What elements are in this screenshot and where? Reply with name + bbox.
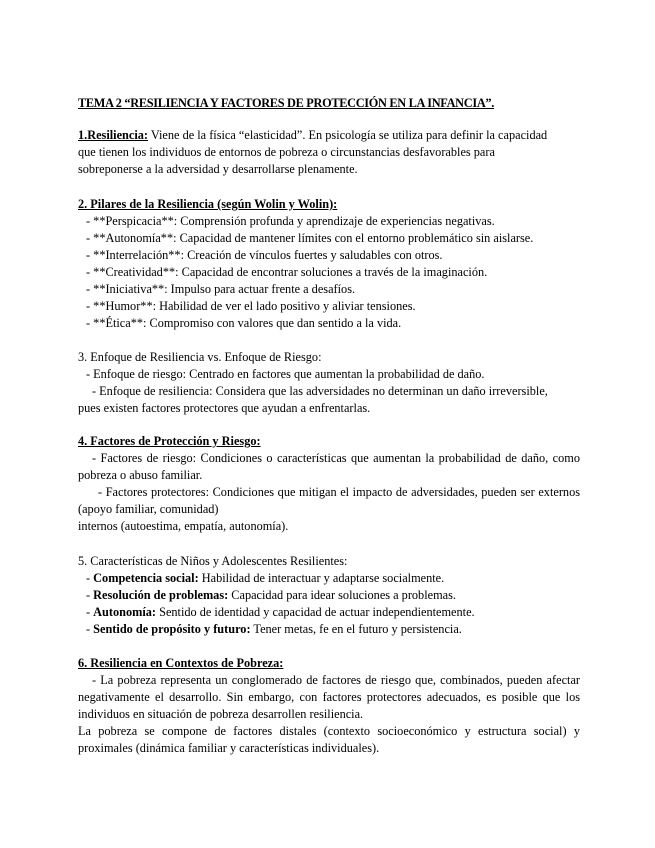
list-item-continuation: pues existen factores protectores que ayudan a enfrentarlas. bbox=[78, 401, 371, 415]
list-item-label: Sentido de propósito y futuro: bbox=[93, 622, 251, 636]
list-item-text: Tener metas, fe en el futuro y persistencia. bbox=[250, 622, 462, 636]
section-enfoques bbox=[78, 349, 580, 417]
section-pilares bbox=[78, 196, 580, 332]
section-factores bbox=[78, 433, 580, 535]
section-4-heading: 4. Factores de Protección y Riesgo: bbox=[78, 434, 261, 448]
list-item: - **Interrelación**: Creación de vínculos fuertes y saludables con otros. bbox=[86, 248, 443, 262]
document-title: TEMA 2 “RESILIENCIA Y FACTORES DE PROTECCIÓN EN LA INFANCIA”. bbox=[78, 96, 495, 110]
poverty-paragraph-2: La pobreza se compone de factores distales (contexto socioeconómico y estructura social) y proximales (dinámica familiar y características individuales). bbox=[78, 724, 580, 755]
list-item-text: Capacidad para idear soluciones a problemas. bbox=[228, 588, 456, 602]
list-item-label: Competencia social: bbox=[93, 571, 199, 585]
list-item-label: Resolución de problemas: bbox=[93, 588, 229, 602]
list-item: - Autonomía: Sentido de identidad y capacidad de actuar independientemente. bbox=[86, 605, 475, 619]
section-6-heading: 6. Resiliencia en Contextos de Pobreza: bbox=[78, 656, 284, 670]
list-item: - **Iniciativa**: Impulso para actuar frente a desafíos. bbox=[86, 282, 356, 296]
list-item: - **Ética**: Compromiso con valores que dan sentido a la vida. bbox=[86, 316, 402, 330]
section-3-heading: 3. Enfoque de Resiliencia vs. Enfoque de Riesgo: bbox=[78, 350, 322, 364]
section-2-heading: 2. Pilares de la Resiliencia (según Wolin y Wolin): bbox=[78, 197, 338, 211]
list-item-text: Habilidad de interactuar y adaptarse socialmente. bbox=[198, 571, 445, 585]
list-item-text: Sentido de identidad y capacidad de actuar independientemente. bbox=[156, 605, 475, 619]
section-caracteristicas bbox=[78, 553, 580, 638]
section-pobreza bbox=[78, 655, 580, 757]
list-item: - Sentido de propósito y futuro: Tener metas, fe en el futuro y persistencia. bbox=[86, 622, 462, 636]
list-item: - **Autonomía**: Capacidad de mantener límites con el entorno problemático sin aislarse. bbox=[86, 231, 534, 245]
list-item: - **Humor**: Habilidad de ver el lado positivo y aliviar tensiones. bbox=[86, 299, 416, 313]
protective-factors-continuation: internos (autoestima, empatía, autonomía). bbox=[78, 519, 289, 533]
list-item-label: Autonomía: bbox=[93, 605, 157, 619]
section-5-heading: 5. Características de Niños y Adolescentes Resilientes: bbox=[78, 554, 348, 568]
list-item: - Enfoque de resiliencia: Considera que las adversidades no determinan un daño irreversible, bbox=[92, 384, 548, 398]
section-1-text-line: que tienen los individuos de entornos de pobreza o circunstancias desfavorables para bbox=[78, 145, 495, 159]
protective-factors-paragraph: - Factores protectores: Condiciones que mitigan el impacto de adversidades, pueden ser externos (apoyo familiar, comunidad) bbox=[78, 485, 580, 516]
list-item: - **Perspicacia**: Comprensión profunda y aprendizaje de experiencias negativas. bbox=[86, 214, 495, 228]
section-resiliencia bbox=[78, 127, 580, 178]
list-item: - Competencia social: Habilidad de interactuar y adaptarse socialmente. bbox=[86, 571, 445, 585]
poverty-paragraph-1: - La pobreza representa un conglomerado de factores de riesgo que, combinados, pueden afectar negativamente el desarrollo. Sin embargo, con factores protectores adecuados, es posible que los individuos en situación de pobreza desarrollen resiliencia. bbox=[78, 673, 580, 721]
risk-factors-paragraph: - Factores de riesgo: Condiciones o características que aumentan la probabilidad de daño, como pobreza o abuso familiar. bbox=[78, 451, 580, 482]
section-1-text: Viene de la física “elasticidad”. En psicología se utiliza para definir la capacidad bbox=[148, 128, 548, 142]
list-item: - Enfoque de riesgo: Centrado en factores que aumentan la probabilidad de daño. bbox=[86, 367, 485, 381]
section-1-heading: 1.Resiliencia: bbox=[78, 128, 149, 142]
list-item: - Resolución de problemas: Capacidad para idear soluciones a problemas. bbox=[86, 588, 456, 602]
list-item: - **Creatividad**: Capacidad de encontrar soluciones a través de la imaginación. bbox=[86, 265, 488, 279]
section-1-text-line: sobreponerse a la adversidad y desarrollarse plenamente. bbox=[78, 162, 358, 176]
